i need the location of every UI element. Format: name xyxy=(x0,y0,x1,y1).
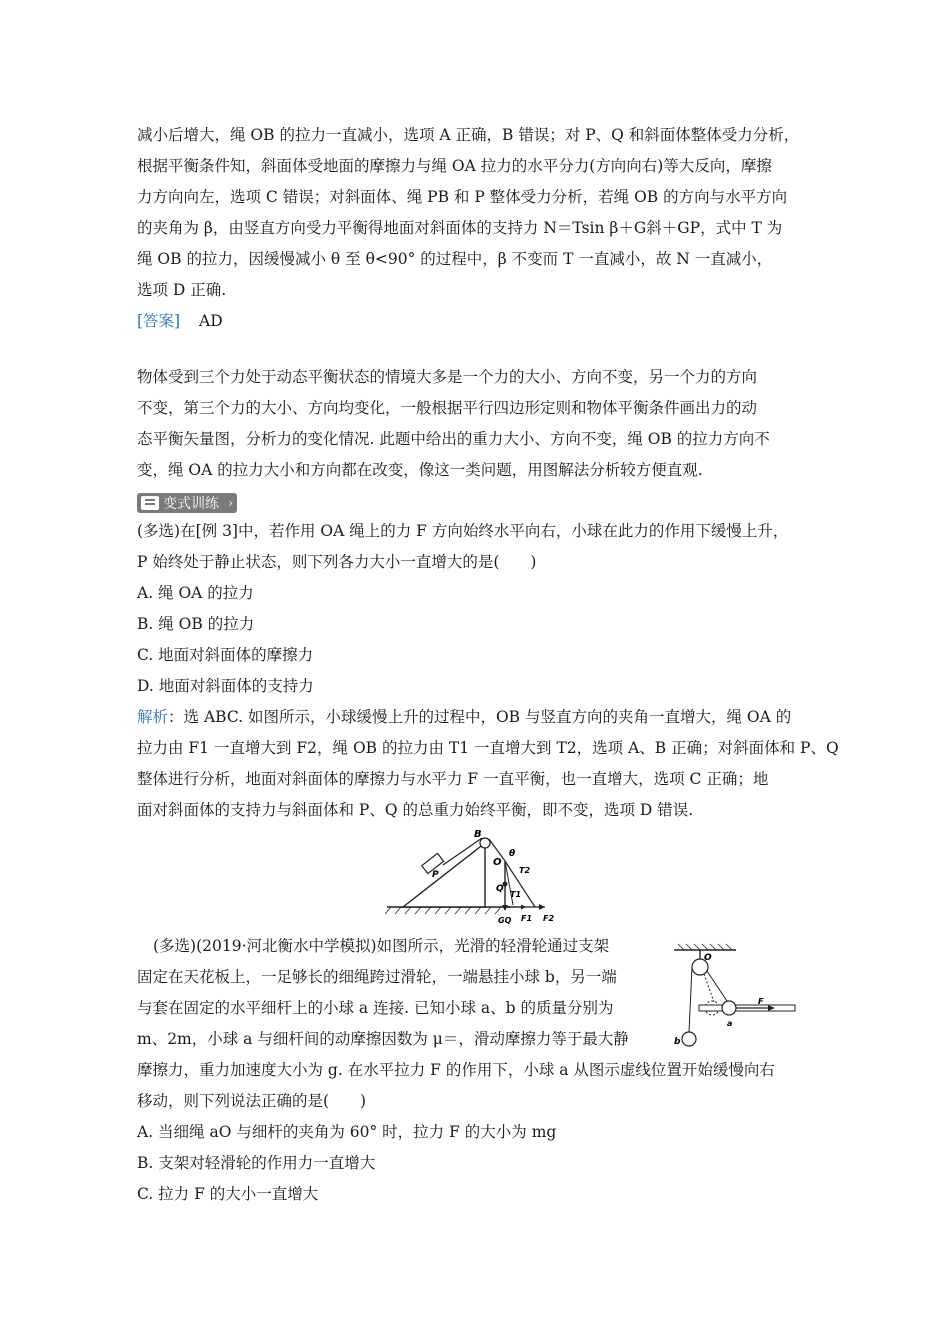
answer-line xyxy=(137,306,817,337)
notebook-icon xyxy=(141,496,159,510)
label-f2: F2 xyxy=(543,914,555,923)
question-2-continued xyxy=(137,1055,817,1210)
text-line: 的夹角为 β，由竖直方向受力平衡得地面对斜面体的支持力 N＝Tsin β＋G斜＋GP，式中 T 为 xyxy=(137,219,783,237)
label-b: B xyxy=(474,829,482,840)
text-line: 选项 D 正确. xyxy=(137,281,227,299)
text-line: 根据平衡条件知，斜面体受地面的摩擦力与绳 OA 拉力的水平分力(方向向右)等大反向，摩擦 xyxy=(137,157,772,175)
text-line: 整体进行分析，地面对斜面体的摩擦力与水平力 F 一直平衡，也一直增大，选项 C 正确；地 xyxy=(137,770,769,788)
chevron-right-icon: › xyxy=(228,496,233,510)
method-summary xyxy=(137,362,817,486)
pulley-rod-figure xyxy=(672,940,802,1058)
solution-continuation xyxy=(137,120,817,337)
label-o: O xyxy=(704,953,712,963)
question-text: 固定在天花板上，一足够长的细绳跨过滑轮，一端悬挂小球 b，另一端 xyxy=(137,968,617,986)
text-line: 力方向向左，选项 C 错误；对斜面体、绳 PB 和 P 整体受力分析，若绳 OB 的方向与水平方向 xyxy=(137,188,788,206)
label-o: O xyxy=(493,857,502,868)
question-2 xyxy=(137,931,677,1055)
option-b: B. 绳 OB 的拉力 xyxy=(137,615,255,633)
option-b: B. 支架对轻滑轮的作用力一直增大 xyxy=(137,1154,376,1172)
text-line: 物体受到三个力处于动态平衡状态的情境大多是一个力的大小、方向不变，另一个力的方向 xyxy=(137,368,758,386)
label-b: b xyxy=(674,1037,681,1047)
text-line: 不变，第三个力的大小、方向均变化，一般根据平行四边形定则和物体平衡条件画出力的动 xyxy=(137,399,758,417)
label-f1: F1 xyxy=(521,914,533,923)
option-d: D. 地面对斜面体的支持力 xyxy=(137,677,314,695)
option-a: A. 绳 OA 的拉力 xyxy=(137,584,254,602)
label-f: F xyxy=(758,997,764,1006)
option-a: A. 当细绳 aO 与细杆的夹角为 60° 时，拉力 F 的大小为 mg xyxy=(137,1123,557,1141)
label-p: P xyxy=(432,870,439,880)
text-line: 面对斜面体的支持力与斜面体和 P、Q 的总重力始终平衡，即不变，选项 D 错误. xyxy=(137,801,694,819)
answer-value: AD xyxy=(199,312,223,330)
question-text: (多选)在[例 3]中，若作用 OA 绳上的力 F 方向始终水平向右，小球在此力的作用下缓慢上升， xyxy=(137,522,789,540)
question-text: (多选)(2019·河北衡水中学模拟)如图所示，光滑的轻滑轮通过支架 xyxy=(153,937,610,955)
option-c: C. 拉力 F 的大小一直增大 xyxy=(137,1185,319,1203)
label-q: Q xyxy=(496,884,504,894)
question-1 xyxy=(137,516,839,826)
text-line: 拉力由 F1 一直增大到 F2，绳 OB 的拉力由 T1 一直增大到 T2，选项 A、B 正确；对斜面体和 P、Q xyxy=(137,739,839,757)
answer-label: [答案] xyxy=(137,312,181,330)
question-text: 与套在固定的水平细杆上的小球 a 连接. 已知小球 a、b 的质量分别为 xyxy=(137,999,614,1017)
label-t1: T1 xyxy=(510,890,522,899)
analysis-line xyxy=(137,702,817,733)
badge-label: 变式训练 xyxy=(163,496,219,512)
analysis-label: 解析 xyxy=(137,708,169,726)
question-text: P 始终处于静止状态，则下列各力大小一直增大的是( ) xyxy=(137,553,537,571)
text-line: 变，绳 OA 的拉力大小和方向都在改变，像这一类问题，用图解法分析较方便直观. xyxy=(137,461,703,479)
label-t2: T2 xyxy=(519,866,531,875)
label-a: a xyxy=(727,1019,733,1028)
text-line: 绳 OB 的拉力，因缓慢减小 θ 至 θ<90° 的过程中，β 不变而 T 一直减小，故 N 一直减小， xyxy=(137,250,773,268)
question-text: m、2m，小球 a 与细杆间的动摩擦因数为 μ＝，滑动摩擦力等于最大静 xyxy=(137,1030,629,1048)
exercise-badge xyxy=(137,493,237,513)
analysis-text: ：选 ABC. 如图所示，小球缓慢上升的过程中，OB 与竖直方向的夹角一直增大，绳 OA 的 xyxy=(168,708,792,726)
text-line: 减小后增大，绳 OB 的拉力一直减小，选项 A 正确，B 错误；对 P、Q 和斜面体整体受力分析， xyxy=(137,126,800,144)
incline-force-figure xyxy=(385,825,585,930)
question-text: 摩擦力，重力加速度大小为 g. 在水平拉力 F 的作用下，小球 a 从图示虚线位置开始缓慢向右 xyxy=(137,1061,775,1079)
question-text: 移动，则下列说法正确的是( ) xyxy=(137,1092,367,1110)
text-line: 态平衡矢量图，分析力的变化情况. 此题中给出的重力大小、方向不变，绳 OB 的拉力方向不 xyxy=(137,430,770,448)
label-gq: GQ xyxy=(498,916,512,925)
label-theta: θ xyxy=(509,849,516,859)
option-c: C. 地面对斜面体的摩擦力 xyxy=(137,646,314,664)
